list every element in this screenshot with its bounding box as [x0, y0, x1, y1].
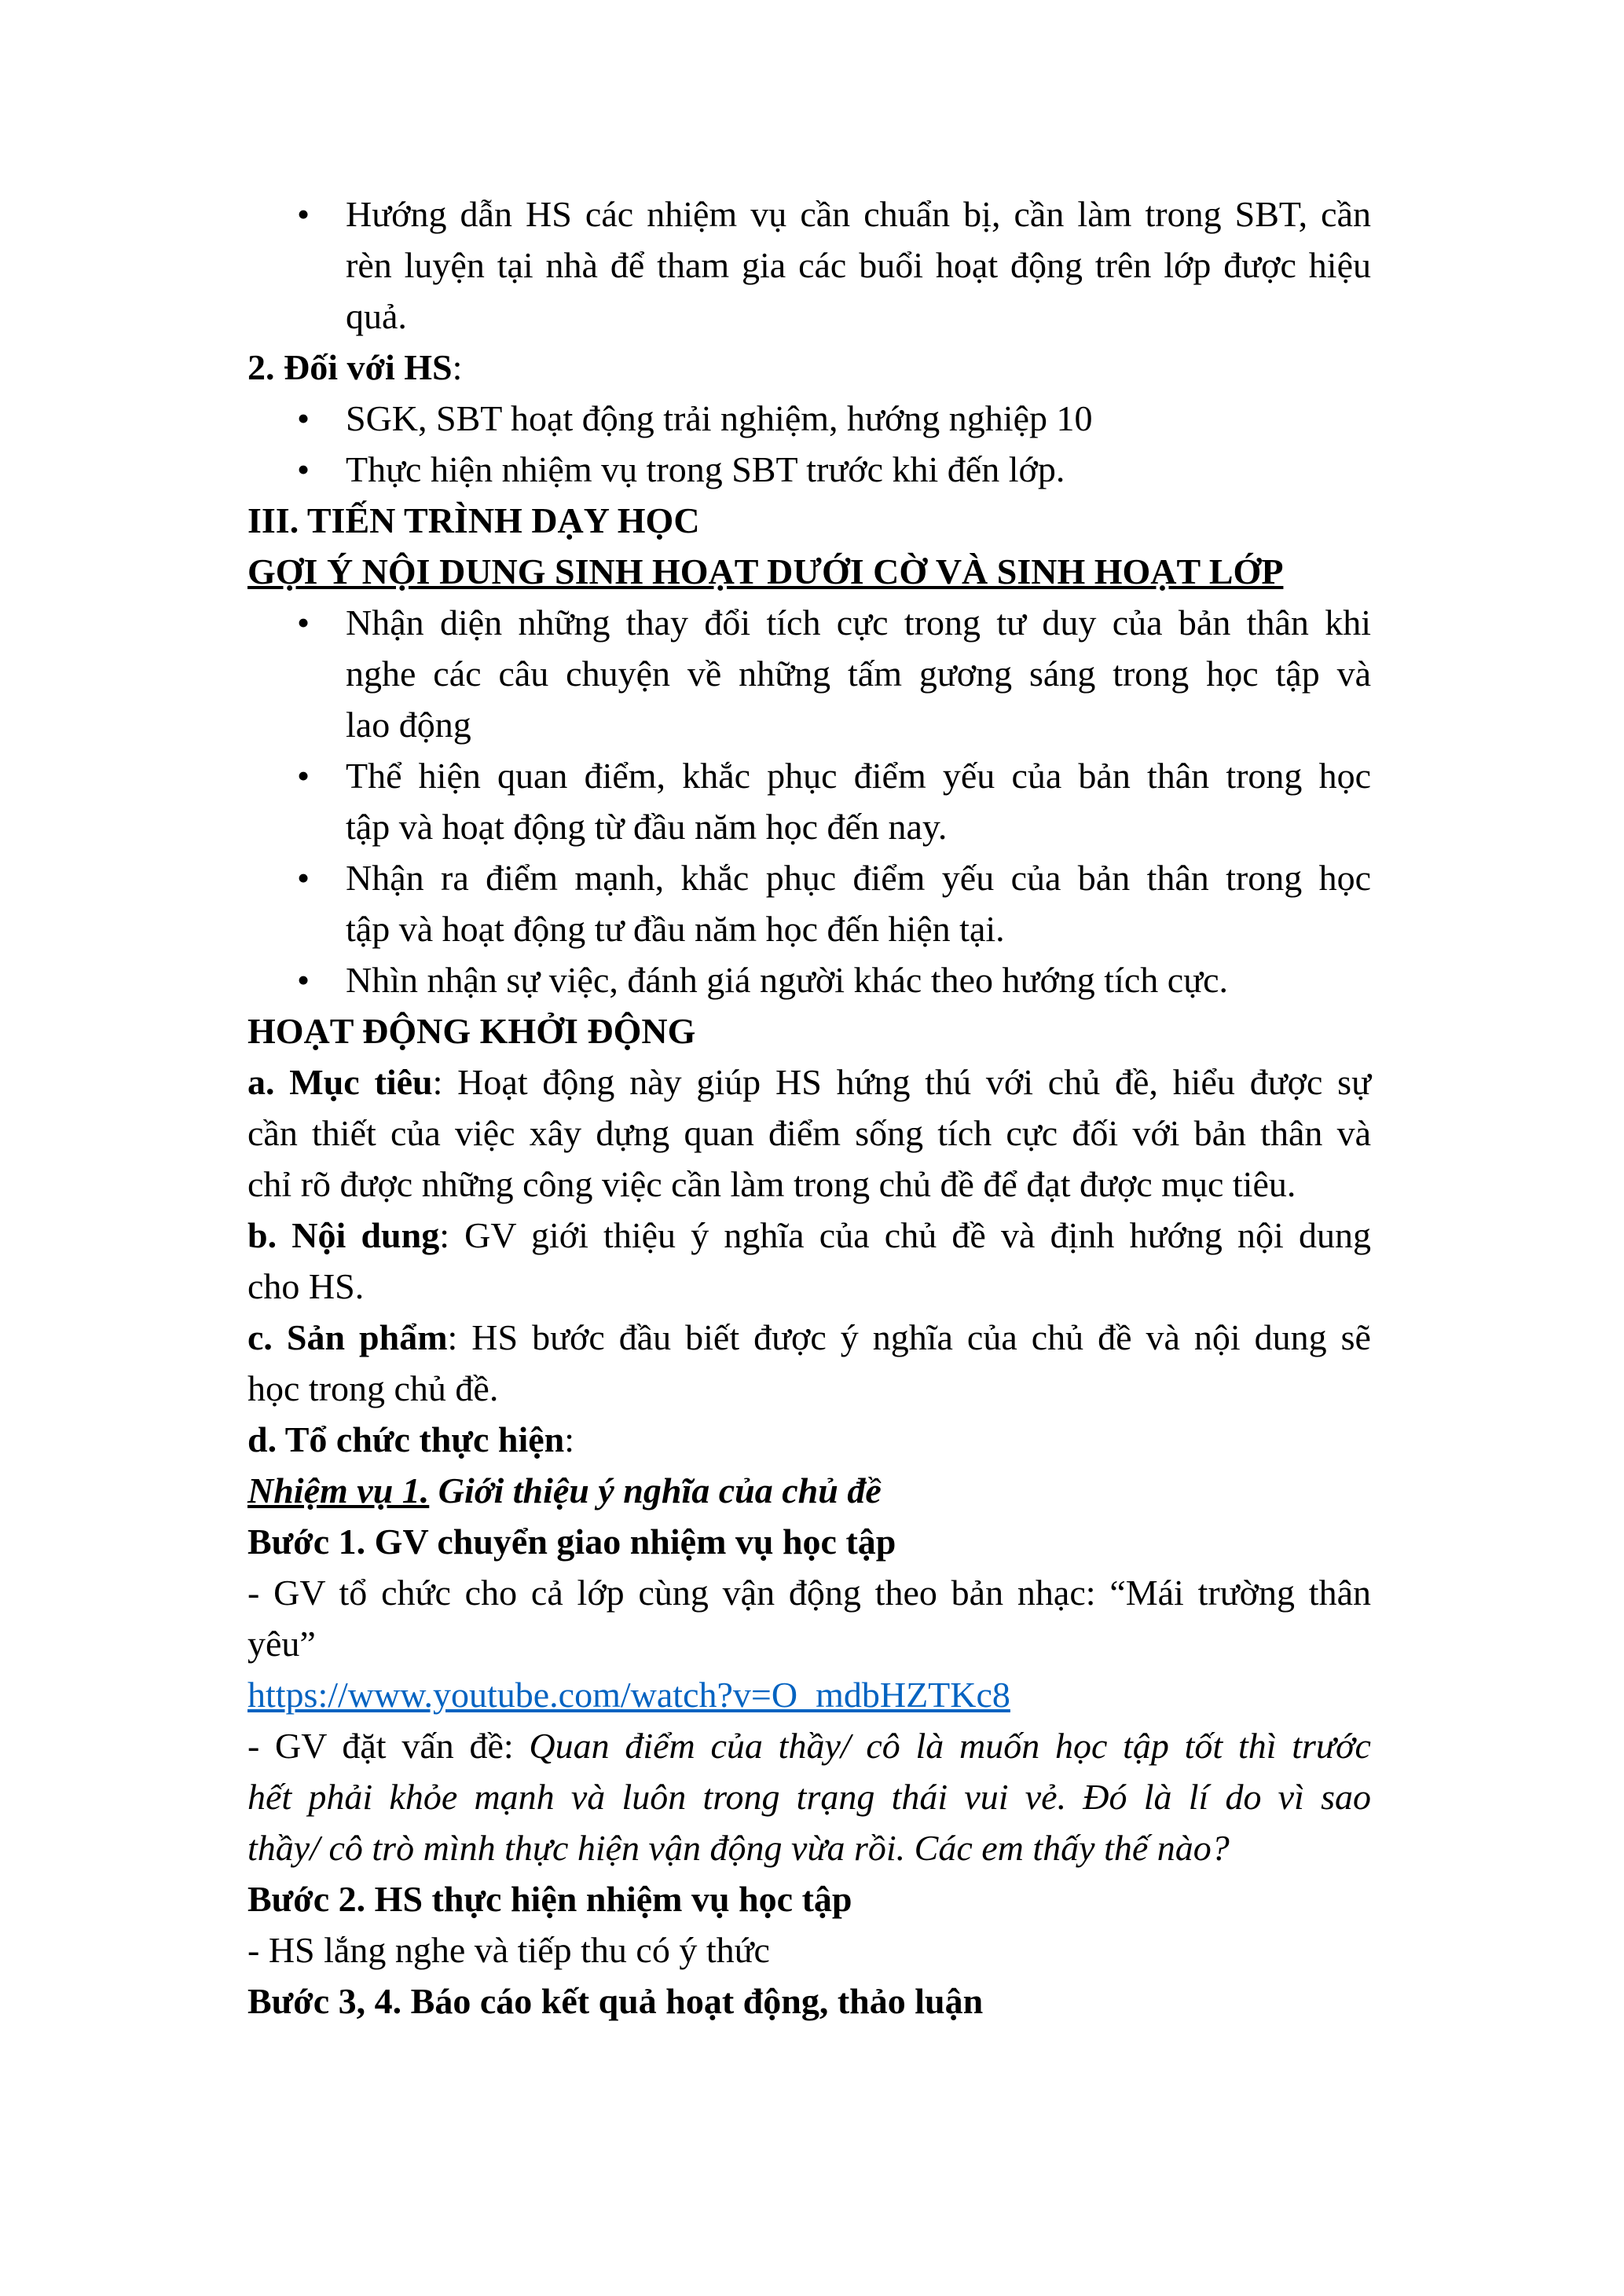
text-line — [247, 546, 1371, 597]
bullet-icon: • — [297, 858, 310, 898]
bullet-icon: • — [297, 449, 310, 489]
paragraph — [247, 1669, 1371, 1720]
bullet-icon: • — [297, 398, 310, 438]
bullet-icon: • — [297, 756, 310, 796]
paragraph — [247, 1924, 1371, 1976]
text-run: : GV giới thiệu ý nghĩa của chủ đề và định hướng nội dung — [439, 1215, 1371, 1255]
bullet-item — [247, 852, 1371, 954]
text-run: thầy/ cô trò mình thực hiện vận động vừa rồi. Các em thấy thế nào? — [247, 1828, 1230, 1868]
text-line — [247, 1159, 1371, 1210]
bullet-item — [247, 597, 1371, 750]
bullet-item — [247, 954, 1371, 1005]
text-run: Quan điểm của thầy/ cô là muốn học tập tốt thì trước — [529, 1726, 1371, 1766]
text-run: Thể hiện quan điểm, khắc phục điểm yếu của bản thân trong học — [346, 756, 1371, 796]
text-line — [247, 1261, 1371, 1312]
paragraph — [247, 1210, 1371, 1312]
text-line — [247, 597, 1371, 648]
text-run: Nhìn nhận sự việc, đánh giá người khác theo hướng tích cực. — [346, 960, 1229, 1000]
text-line — [247, 1976, 1371, 2027]
text-run: HOẠT ĐỘNG KHỞI ĐỘNG — [247, 1011, 696, 1051]
text-line — [247, 1516, 1371, 1567]
text-run: nghe các câu chuyện về những tấm gương sáng trong học tập và — [346, 654, 1371, 694]
text-line — [247, 1771, 1371, 1822]
paragraph — [247, 1720, 1371, 1873]
text-line — [247, 444, 1371, 495]
text-run: 2. Đối với HS — [247, 347, 453, 387]
text-run: tập và hoạt động từ đầu năm học đến nay. — [346, 807, 948, 847]
text-line — [247, 1056, 1371, 1108]
paragraph — [247, 1005, 1371, 1056]
text-run: cho HS. — [247, 1266, 365, 1306]
text-line — [247, 1720, 1371, 1771]
text-run: Bước 1. GV chuyển giao nhiệm vụ học tập — [247, 1522, 896, 1562]
bullet-item — [247, 393, 1371, 444]
text-line — [247, 1414, 1371, 1465]
text-line — [247, 1108, 1371, 1159]
text-line — [247, 1363, 1371, 1414]
text-run: : — [564, 1419, 575, 1459]
text-line — [247, 189, 1371, 240]
text-run: Nhận diện những thay đổi tích cực trong tư duy của bản thân khi — [346, 602, 1371, 643]
text-line — [247, 1822, 1371, 1873]
text-run: rèn luyện tại nhà để tham gia các buổi hoạt động trên lớp được hiệu — [346, 245, 1371, 285]
text-line — [247, 1465, 1371, 1516]
text-run: cần thiết của việc xây dựng quan điểm sống tích cực đối với bản thân và — [247, 1113, 1371, 1153]
page-content — [247, 189, 1371, 2027]
text-line — [247, 342, 1371, 393]
text-run: Nhiệm vụ 1. — [247, 1470, 430, 1511]
paragraph — [247, 495, 1371, 546]
text-run: SGK, SBT hoạt động trải nghiệm, hướng nghiệp 10 — [346, 398, 1093, 438]
text-run: c. Sản phẩm — [247, 1317, 448, 1357]
text-line — [247, 1669, 1371, 1720]
text-line — [247, 1873, 1371, 1924]
paragraph — [247, 1465, 1371, 1516]
bullet-icon: • — [297, 194, 310, 234]
paragraph — [247, 1976, 1371, 2027]
text-line — [247, 240, 1371, 291]
text-line — [247, 1567, 1371, 1618]
bullet-item — [247, 189, 1371, 342]
text-run: chỉ rõ được những công việc cần làm trong chủ đề để đạt được mục tiêu. — [247, 1164, 1296, 1204]
text-run: lao động — [346, 705, 471, 745]
text-run: - HS lắng nghe và tiếp thu có ý thức — [247, 1930, 770, 1970]
text-run: tập và hoạt động tư đầu năm học đến hiện tại. — [346, 909, 1005, 949]
text-run: : Hoạt động này giúp HS hứng thú với chủ đề, hiểu được sự — [432, 1062, 1371, 1102]
text-run: a. Mục tiêu — [247, 1062, 433, 1102]
youtube-link[interactable]: https://www.youtube.com/watch?v=O_mdbHZTKc8 — [247, 1675, 1010, 1715]
text-run: d. Tổ chức thực hiện — [247, 1419, 565, 1459]
bullet-item — [247, 444, 1371, 495]
text-run: Nhận ra điểm mạnh, khắc phục điểm yếu của bản thân trong học — [346, 858, 1371, 898]
text-run: - GV đặt vấn đề: — [247, 1726, 530, 1766]
paragraph — [247, 1312, 1371, 1414]
paragraph — [247, 1873, 1371, 1924]
text-run: Giới thiệu ý nghĩa của chủ đề — [429, 1470, 882, 1511]
text-line — [247, 495, 1371, 546]
text-run: Bước 3, 4. Báo cáo kết quả hoạt động, thảo luận — [247, 1981, 984, 2021]
text-run: hết phải khỏe mạnh và luôn trong trạng thái vui vẻ. Đó là lí do vì sao — [247, 1777, 1371, 1817]
text-line — [247, 1210, 1371, 1261]
paragraph — [247, 1516, 1371, 1567]
text-run: : HS bước đầu biết được ý nghĩa của chủ đề và nội dung sẽ — [447, 1317, 1371, 1357]
paragraph — [247, 342, 1371, 393]
text-run: Bước 2. HS thực hiện nhiệm vụ học tập — [247, 1879, 852, 1919]
text-line — [247, 903, 1371, 954]
text-run: b. Nội dung — [247, 1215, 440, 1255]
text-run: học trong chủ đề. — [247, 1368, 499, 1408]
text-line — [247, 801, 1371, 852]
text-run: Thực hiện nhiệm vụ trong SBT trước khi đến lớp. — [346, 449, 1065, 489]
text-line — [247, 648, 1371, 699]
bullet-item — [247, 750, 1371, 852]
text-line — [247, 1618, 1371, 1669]
text-line — [247, 1005, 1371, 1056]
paragraph — [247, 546, 1371, 597]
text-line — [247, 1924, 1371, 1976]
text-line — [247, 852, 1371, 903]
text-run: III. TIẾN TRÌNH DẠY HỌC — [247, 500, 700, 540]
text-run: GỢI Ý NỘI DUNG SINH HOẠT DƯỚI CỜ VÀ SINH HOẠT LỚP — [247, 551, 1284, 591]
text-line — [247, 1312, 1371, 1363]
text-line — [247, 291, 1371, 342]
text-line — [247, 954, 1371, 1005]
text-run: - GV tổ chức cho cả lớp cùng vận động theo bản nhạc: “Mái trường thân — [247, 1573, 1371, 1613]
text-line — [247, 699, 1371, 750]
bullet-icon: • — [297, 960, 310, 1000]
text-line — [247, 750, 1371, 801]
text-run: quả. — [346, 296, 407, 336]
paragraph — [247, 1056, 1371, 1210]
paragraph — [247, 1414, 1371, 1465]
text-run: yêu” — [247, 1624, 316, 1664]
bullet-icon: • — [297, 602, 310, 643]
paragraph — [247, 1567, 1371, 1669]
text-run: Hướng dẫn HS các nhiệm vụ cần chuẩn bị, cần làm trong SBT, cần — [346, 194, 1371, 234]
text-line — [247, 393, 1371, 444]
text-run: : — [452, 347, 463, 387]
